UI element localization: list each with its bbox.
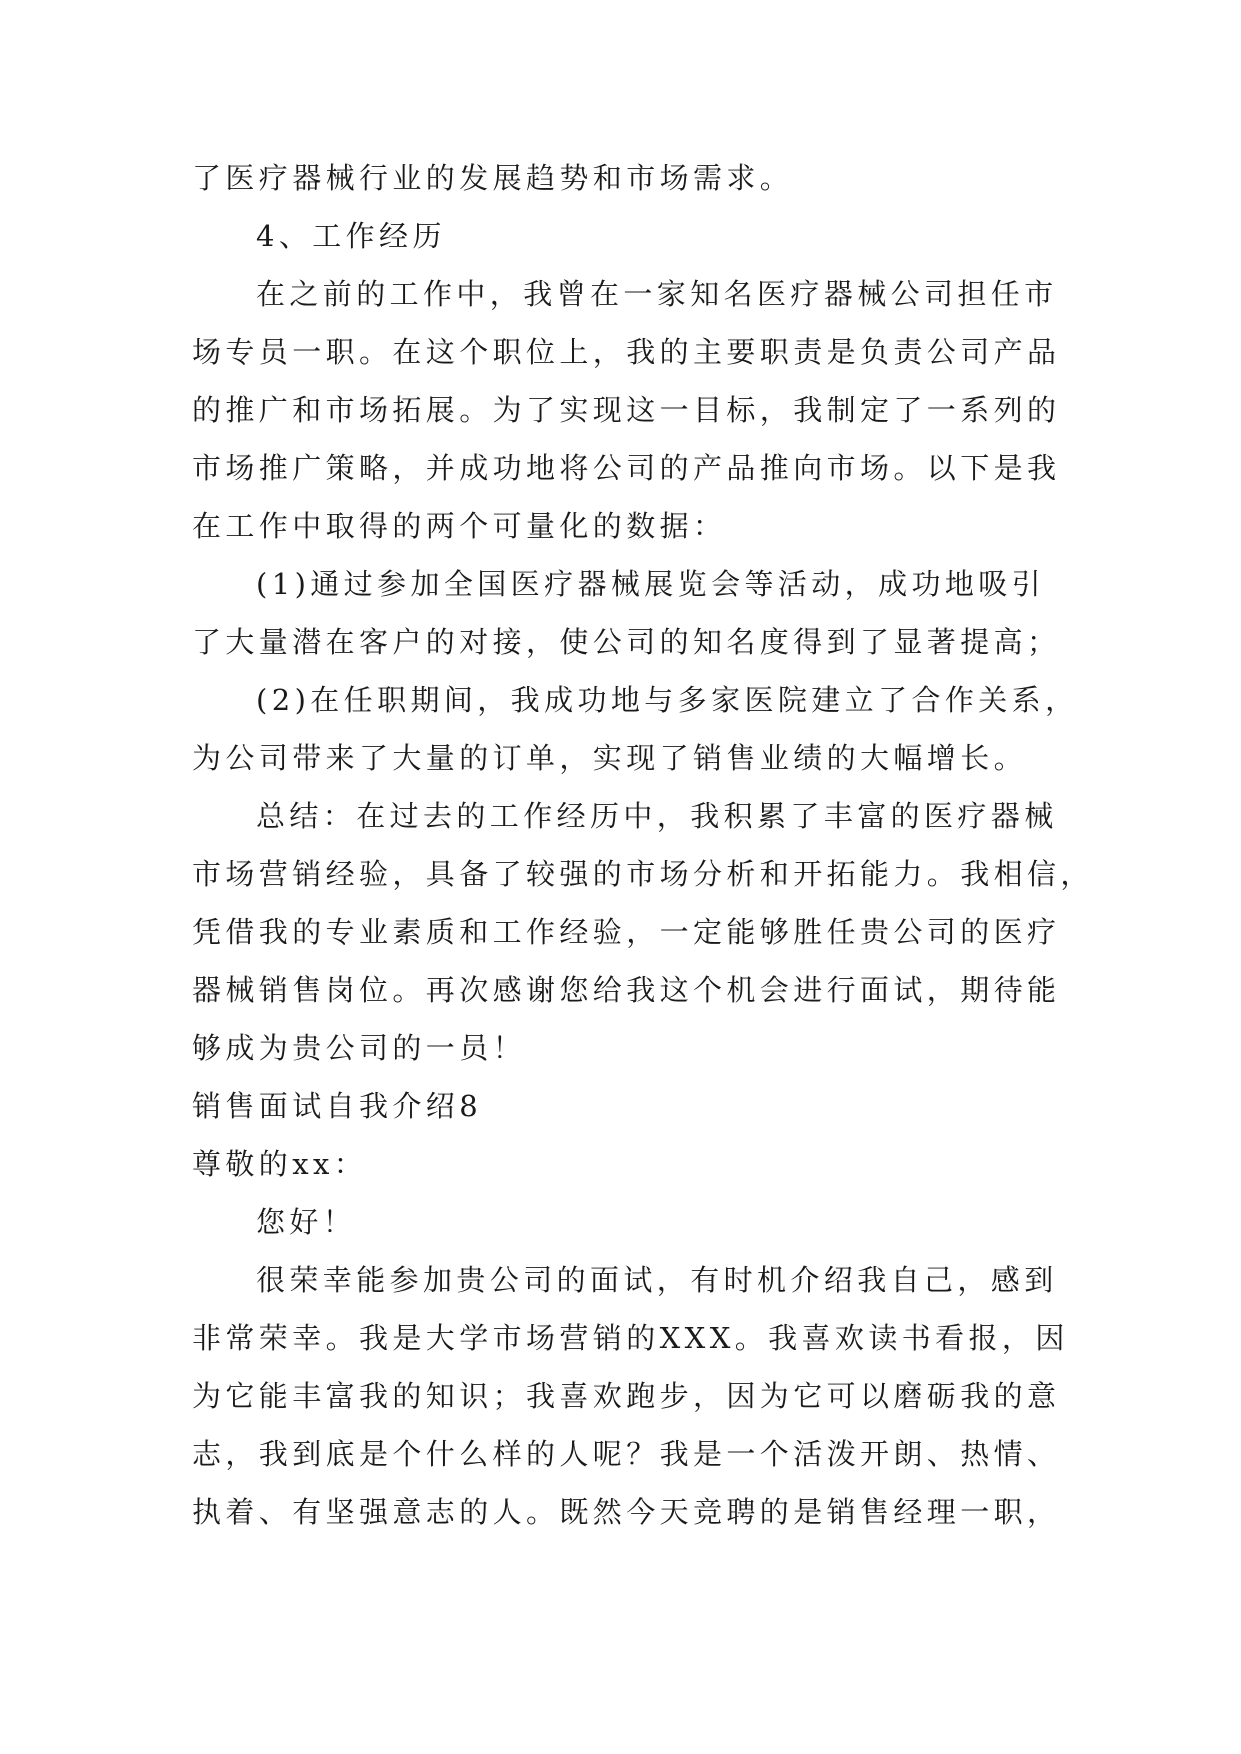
paragraph-line: 凭借我的专业素质和工作经验，一定能够胜任贵公司的医疗 — [192, 915, 1061, 949]
paragraph-line: 了医疗器械行业的发展趋势和市场需求。 — [192, 161, 794, 195]
paragraph-line: 为公司带来了大量的订单，实现了销售业绩的大幅增长。 — [192, 741, 1028, 775]
paragraph-line: 为它能丰富我的知识；我喜欢跑步，因为它可以磨砺我的意 — [192, 1379, 1061, 1413]
paragraph-line: 非常荣幸。我是大学市场营销的XXX。我喜欢读书看报，因 — [192, 1321, 1069, 1355]
section-heading: 4、工作经历 — [256, 219, 446, 253]
paragraph-line: (2)在任职期间，我成功地与多家医院建立了合作关系， — [256, 683, 1079, 717]
paragraph-line: 市场推广策略，并成功地将公司的产品推向市场。以下是我 — [192, 451, 1061, 485]
paragraph-line: 够成为贵公司的一员！ — [192, 1031, 527, 1065]
section-title: 销售面试自我介绍8 — [192, 1089, 483, 1123]
greeting: 您好！ — [256, 1205, 357, 1239]
paragraph-line: 了大量潜在客户的对接，使公司的知名度得到了显著提高； — [192, 625, 1061, 659]
paragraph-line: 总结：在过去的工作经历中，我积累了丰富的医疗器械 — [256, 799, 1058, 833]
paragraph-line: 器械销售岗位。再次感谢您给我这个机会进行面试，期待能 — [192, 973, 1061, 1007]
paragraph-line: 很荣幸能参加贵公司的面试，有时机介绍我自己，感到 — [256, 1263, 1058, 1297]
paragraph-line: 执着、有坚强意志的人。既然今天竞聘的是销售经理一职， — [192, 1495, 1061, 1529]
paragraph-line: 志，我到底是个什么样的人呢？我是一个活泼开朗、热情、 — [192, 1437, 1061, 1471]
paragraph-line: 在之前的工作中，我曾在一家知名医疗器械公司担任市 — [256, 277, 1058, 311]
paragraph-line: (1)通过参加全国医疗器械展览会等活动，成功地吸引 — [256, 567, 1046, 601]
paragraph-line: 的推广和市场拓展。为了实现这一目标，我制定了一系列的 — [192, 393, 1061, 427]
paragraph-line: 场专员一职。在这个职位上，我的主要职责是负责公司产品 — [192, 335, 1061, 369]
salutation: 尊敬的xx： — [192, 1147, 368, 1181]
paragraph-line: 市场营销经验，具备了较强的市场分析和开拓能力。我相信， — [192, 857, 1094, 891]
paragraph-line: 在工作中取得的两个可量化的数据： — [192, 509, 727, 543]
